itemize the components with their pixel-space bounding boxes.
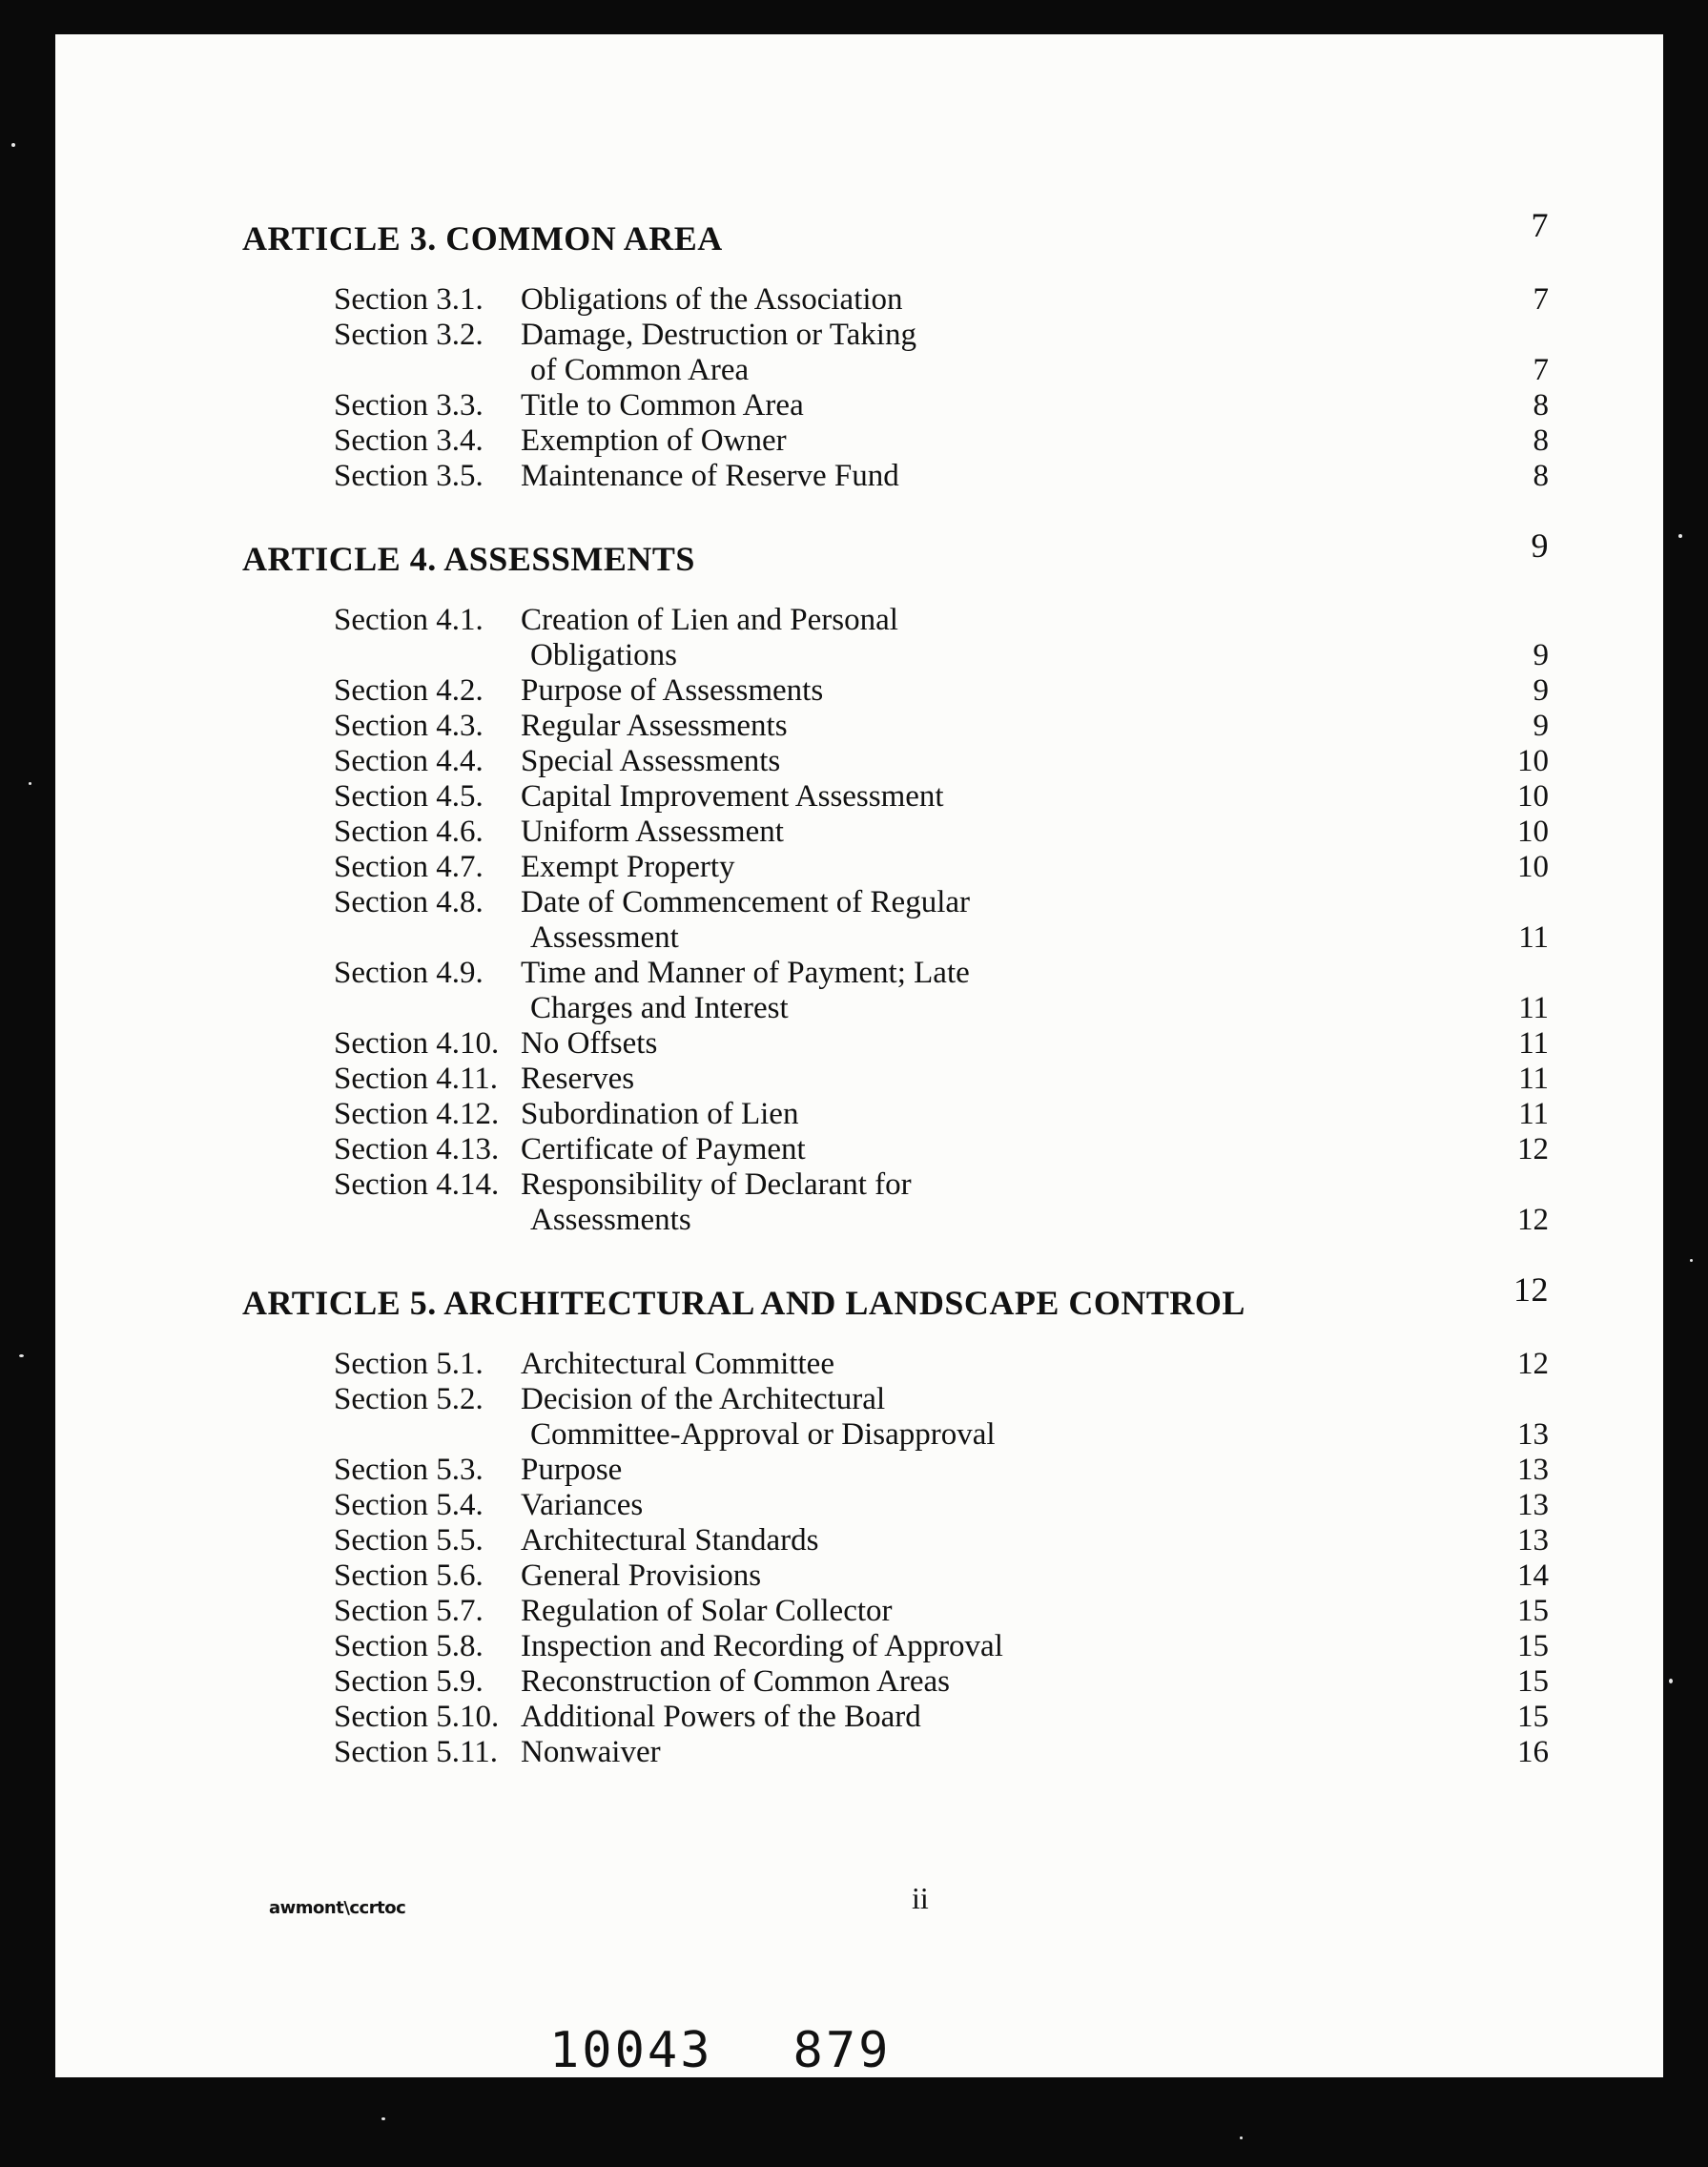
page-number: 10 [1517,850,1549,884]
article-page-number: 9 [1531,526,1549,565]
page-number: 15 [1517,1700,1549,1734]
page-number: 12 [1517,1132,1549,1166]
toc-entry [334,1488,1549,1523]
section-number: Section 4.2. [334,673,484,708]
section-number: Section 4.1. [334,603,484,637]
page-number: 14 [1517,1558,1549,1593]
section-number: Section 4.11. [334,1062,499,1096]
section-title: Regulation of Solar Collector [521,1594,893,1628]
section-number: Section 5.11. [334,1735,499,1769]
section-number: Section 3.1. [334,282,484,317]
section-title: Additional Powers of the Board [521,1700,921,1734]
toc-entry [334,1700,1549,1735]
page-number: 11 [1518,991,1549,1025]
scan-speck [1240,2136,1243,2139]
section-title: No Offsets [521,1026,658,1061]
section-number: Section 4.4. [334,744,484,778]
section-title: Responsibility of Declarant for Assessments [521,1167,912,1237]
section-number: Section 5.10. [334,1700,500,1734]
section-title: Inspection and Recording of Approval [521,1629,1003,1663]
section-list [334,1347,1549,1770]
section-title: Reserves [521,1062,635,1096]
toc-entry [334,1026,1549,1062]
toc-entry [334,1594,1549,1629]
page-number: 11 [1518,920,1549,955]
page-number: 9 [1533,673,1549,708]
toc-entry [334,1523,1549,1558]
stamp-number-left: 10043 [549,2022,713,2079]
toc-entry [334,1453,1549,1488]
section-title: Title to Common Area [521,388,804,423]
toc-entry [334,388,1549,423]
section-list [334,603,1549,1238]
section-title: Certificate of Payment [521,1132,806,1166]
scan-speck [19,1354,24,1357]
section-title: Creation of Lien and Personal Obligations [521,603,898,672]
section-number: Section 3.4. [334,423,484,458]
section-number: Section 4.5. [334,779,484,814]
section-title: Decision of the Architectural Committee-Approval or Disapproval [521,1382,996,1452]
section-number: Section 5.8. [334,1629,484,1663]
toc-entry [334,850,1549,885]
section-title: Purpose of Assessments [521,673,824,708]
article-title: ARTICLE 3. COMMON AREA [242,219,723,258]
toc-entry [334,1097,1549,1132]
stamp-number-right: 879 [792,2022,892,2079]
section-number: Section 5.6. [334,1558,484,1593]
section-number: Section 4.13. [334,1132,500,1166]
page-number: 10 [1517,815,1549,849]
page-number: 8 [1533,388,1549,423]
section-number: Section 4.12. [334,1097,500,1131]
toc-entry [334,1062,1549,1097]
page-number: 13 [1517,1488,1549,1522]
section-number: Section 5.5. [334,1523,484,1558]
section-title: Variances [521,1488,644,1522]
page-number: 11 [1518,1062,1549,1096]
toc-entry [334,459,1549,494]
section-title: Time and Manner of Payment; Late Charges and Interest [521,956,970,1025]
page-number: 13 [1517,1417,1549,1452]
article-page-number: 7 [1531,206,1549,244]
page-number: 7 [1533,282,1549,317]
page-number: 16 [1517,1735,1549,1769]
scan-speck [11,143,15,147]
section-number: Section 3.2. [334,318,484,352]
page-number: 15 [1517,1664,1549,1699]
page-number: 9 [1533,638,1549,672]
section-title: Regular Assessments [521,709,788,743]
section-number: Section 4.9. [334,956,484,990]
page-number: 7 [1533,353,1549,387]
toc-entry [334,779,1549,815]
section-title: General Provisions [521,1558,762,1593]
section-number: Section 5.2. [334,1382,484,1416]
file-path-code: awmont\ccrtoc [269,1898,406,1918]
scan-speck [381,2117,385,2120]
toc-entry [334,318,1549,388]
section-number: Section 3.3. [334,388,484,423]
page-number: 12 [1517,1347,1549,1381]
page-number: 15 [1517,1629,1549,1663]
toc-entry [334,1167,1549,1238]
section-number: Section 4.8. [334,885,484,919]
section-number: Section 4.14. [334,1167,500,1202]
article-page-number: 12 [1513,1270,1549,1309]
table-of-contents [242,206,1549,1812]
section-number: Section 5.1. [334,1347,484,1381]
section-number: Section 4.6. [334,815,484,849]
scan-speck [29,782,31,785]
section-title: Purpose [521,1453,623,1487]
section-number: Section 3.5. [334,459,484,493]
toc-entry [334,1629,1549,1664]
page-number: 8 [1533,459,1549,493]
section-title: Special Assessments [521,744,781,778]
section-number: Section 4.10. [334,1026,500,1061]
page-number: 9 [1533,709,1549,743]
toc-entry [334,1132,1549,1167]
toc-entry [334,1558,1549,1594]
toc-entry [334,282,1549,318]
page-number: 13 [1517,1453,1549,1487]
page-number: 15 [1517,1594,1549,1628]
page-number: 12 [1517,1203,1549,1237]
article-heading [242,206,1549,261]
page-number: 10 [1517,779,1549,814]
scan-speck [1690,1259,1693,1262]
toc-entry [334,673,1549,709]
toc-entry [334,744,1549,779]
section-title: Capital Improvement Assessment [521,779,944,814]
toc-entry [334,1664,1549,1700]
section-title: Reconstruction of Common Areas [521,1664,951,1699]
section-number: Section 4.7. [334,850,484,884]
section-number: Section 4.3. [334,709,484,743]
document-stamp [549,2022,891,2079]
section-title: Architectural Committee [521,1347,834,1381]
article-heading [242,526,1549,582]
section-number: Section 5.9. [334,1664,484,1699]
section-title: Architectural Standards [521,1523,819,1558]
section-title: Obligations of the Association [521,282,903,317]
section-title: Nonwaiver [521,1735,661,1769]
scan-speck [1678,534,1682,538]
scan-speck [1669,1679,1673,1683]
page-number-footer: ii [912,1881,929,1915]
toc-entry [334,1735,1549,1770]
document-page [55,34,1663,2077]
section-title: Exempt Property [521,850,735,884]
section-number: Section 5.7. [334,1594,484,1628]
section-number: Section 5.3. [334,1453,484,1487]
section-number: Section 5.4. [334,1488,484,1522]
toc-entry [334,423,1549,459]
toc-entry [334,956,1549,1026]
toc-entry [334,885,1549,956]
section-title: Uniform Assessment [521,815,784,849]
article-title: ARTICLE 5. ARCHITECTURAL AND LANDSCAPE CONTROL [242,1284,1245,1322]
section-title: Date of Commencement of Regular Assessment [521,885,971,955]
page-number: 13 [1517,1523,1549,1558]
toc-entry [334,1347,1549,1382]
section-list [334,282,1549,494]
toc-entry [334,1382,1549,1453]
section-title: Damage, Destruction or Taking of Common Area [521,318,916,387]
page-number: 10 [1517,744,1549,778]
toc-entry [334,709,1549,744]
toc-entry [334,603,1549,673]
page-number: 8 [1533,423,1549,458]
page-number: 11 [1518,1097,1549,1131]
toc-entry [334,815,1549,850]
section-title: Maintenance of Reserve Fund [521,459,899,493]
article-heading [242,1270,1549,1326]
article-title: ARTICLE 4. ASSESSMENTS [242,540,695,578]
section-title: Subordination of Lien [521,1097,799,1131]
page-number: 11 [1518,1026,1549,1061]
section-title: Exemption of Owner [521,423,787,458]
